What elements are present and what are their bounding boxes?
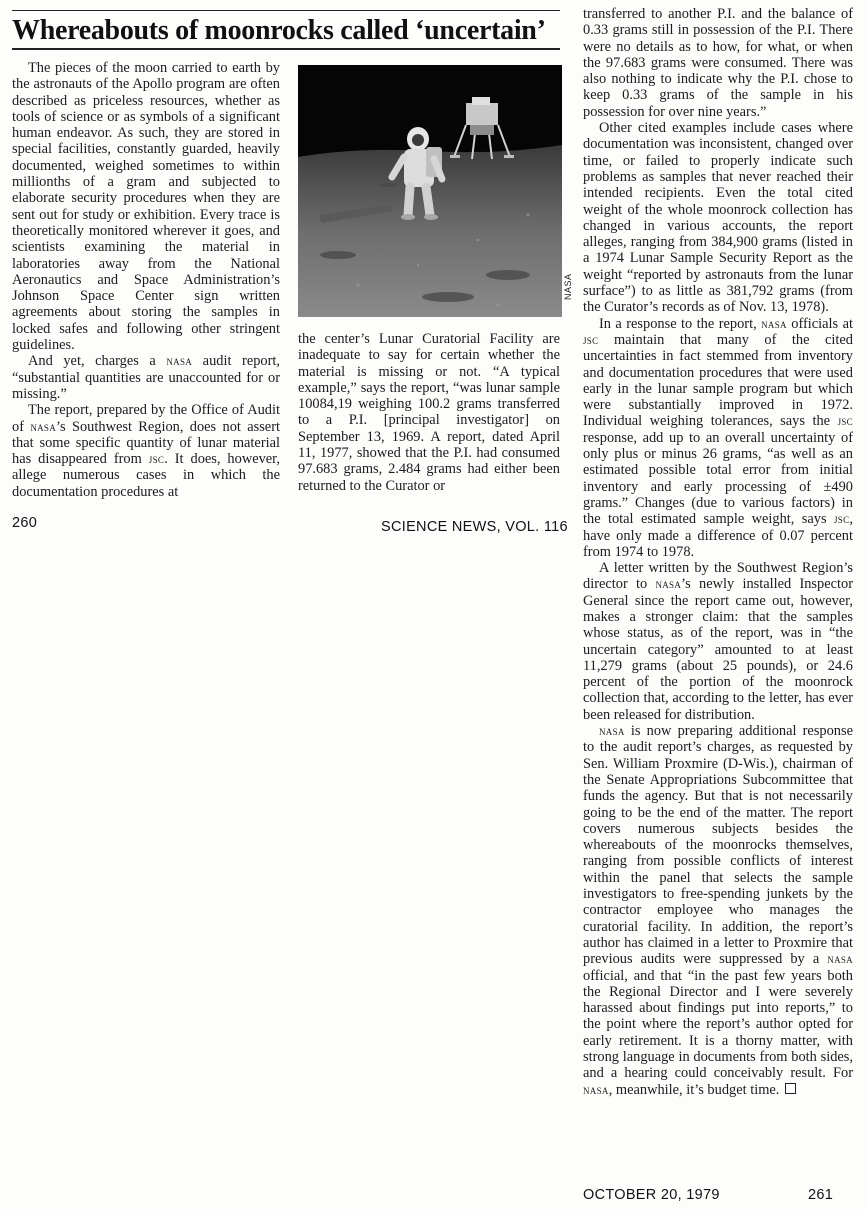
small-caps-text: jsc — [148, 451, 165, 467]
top-rule — [12, 10, 560, 11]
paragraph-text: ’s newly installed Inspector General since the report came out, however, makes a stronger claim: that the samples whose status, as of the report, was in “the uncertain category” amounted to at least 11,279 grams (about 25 pounds), or 24.6 percent of the portion of the moonrock collection that, according to the letter, has ever been released for distribution. — [583, 576, 853, 723]
small-caps-text: jsc — [583, 331, 599, 347]
paragraph-text: is now preparing additional response to the audit report’s charges, as requested by Sen. William Proxmire (D-Wis.), chairman of the Senate Appropriations Subcommittee that funds the agency. But that is not necessarily going to be the end of the matter. The report covers numerous subjects besides the whereabouts of the moonrocks themselves, ranging from possible conflicts of interest within the panel that selects the sample investigators to free-spending junkets by the contractor employee who manages the curatorial facility. In addition, the report’s author has claimed in a letter to Proxmire that previous audits were suppressed by a — [583, 723, 853, 968]
headline-rule — [12, 48, 560, 50]
article-column-3 — [583, 6, 853, 1098]
small-caps-text: jsc — [837, 413, 853, 429]
right-running-date: OCTOBER 20, 1979 — [583, 1187, 720, 1203]
paragraph — [583, 560, 853, 723]
paragraph-text: ’s Southwest Region, does not assert that some specific quantity of lunar material has disappeared from — [12, 418, 280, 468]
right-page-number: 261 — [808, 1187, 834, 1203]
end-mark-icon — [785, 1083, 796, 1094]
paragraph — [583, 316, 853, 560]
paragraph — [12, 402, 280, 500]
paragraph — [583, 120, 853, 316]
paragraph-text: officials at — [786, 315, 853, 332]
paragraph-text: . It does, however, allege numerous cases in which the documentation procedures at — [12, 451, 280, 500]
small-caps-text: nasa — [599, 723, 625, 739]
paragraph-text: The report, prepared by the Office of Audit of — [12, 402, 280, 435]
lunar-surface-photo — [298, 65, 562, 317]
paragraph-text: In a response to the report, — [599, 315, 762, 332]
paragraph-text: The pieces of the moon carried to earth by the astronauts of the Apollo program are often described as priceless resources, whether as tools of science or as symbols of a significant human endeavor. As such, they are stored in special facilities, constantly guarded, heavily documented, weighed sometimes to within millionths of a gram and subjected to elaborate security procedures when they are sent out for study or exhibition. Every trace is theoretically monitored wherever it goes, and scientists examining the material in laboratories away from the National Aeronautics and Space Administration’s Johnson Space Center sign written agreements about storing the samples in locked safes and following other stringent guidelines. — [12, 60, 280, 354]
paragraph-text: And yet, charges a — [28, 353, 167, 370]
photo-credit: NASA — [563, 273, 573, 300]
small-caps-text: nasa — [827, 951, 853, 967]
paragraph-text: , meanwhile, it’s budget time. — [608, 1081, 780, 1098]
small-caps-text: nasa — [166, 353, 193, 369]
small-caps-text: jsc — [833, 511, 850, 527]
small-caps-text: nasa — [655, 576, 682, 592]
paragraph-text: response, add up to an overall uncertainty of only plus or minus 26 grams, “as well as an estimated possible total error from initial inventory and early processing of ±490 grams.” Changes (due to various factors) in the total estimated sample weight, says — [583, 429, 853, 528]
paragraph-text: A letter written by the Southwest Region’s director to — [583, 560, 853, 593]
paragraph-text: maintain that many of the cited uncertainties in fact stemmed from inventory and documentation procedures that were used early in the lunar sample program but which were substantially improved in 1972. Individual weighing tolerances, says the — [583, 331, 853, 430]
article-column-2 — [298, 331, 560, 494]
article-headline: Whereabouts of moonrocks called ‘uncertain’ — [12, 15, 546, 46]
paragraph-text: official, and that “in the past few years both the Regional Director and I were severely harassed about findings put into reports,” to the point where the report’s author opted for early retirement. It is a thorny matter, with strong language in documents from both sides, and a hearing could conceivably result. For — [583, 967, 853, 1082]
paragraph — [12, 60, 280, 353]
paragraph — [583, 723, 853, 1098]
paragraph-text: , have only made a difference of 0.07 percent from 1974 to 1978. — [583, 511, 853, 560]
paragraph — [12, 353, 280, 402]
paragraph-text: the center’s Lunar Curatorial Facility are inadequate to say for certain whether the material is missing or not. “A typical example,” says the report, “was lunar sample 10084,19 weighing 100.2 grams transferred to a P.I. [principal investigator] on September 13, 1969. A report, dated April 11, 1977, showed that the P.I. had consumed 97.683 grams, 2.484 grams had either been returned to the Curator or — [298, 331, 560, 494]
paragraph — [583, 6, 853, 120]
astronaut-on-moon-icon — [298, 65, 562, 317]
paragraph-text: Other cited examples include cases where documentation was inconsistent, changed over time, or failed to properly indicate such problems as samples that never reached their intended recipients. Even the total cited weight of the whole moonrock collection has changed in various accounts, the report alleges, ranging from 384,900 grams (listed in a 1974 Lunar Sample Security Report as the weight “reported by astronauts from the lunar surface”) to as little as 381,792 grams (from the Curator’s records as of Nov. 13, 1978). — [583, 120, 853, 316]
left-page-number: 260 — [12, 515, 38, 531]
left-running-head: SCIENCE NEWS, VOL. 116 — [381, 519, 568, 535]
paragraph-text: audit report, “substantial quantities are unaccounted for or missing.” — [12, 353, 280, 402]
article-column-1 — [12, 60, 280, 500]
paragraph-text: transferred to another P.I. and the balance of 0.33 grams still in possession of the P.I. There were no details as to how, for what, or when the 97.683 grams were consumed. There was also nothing to indicate why the P.I. chose to keep 0.33 grams of the sample in his possession for over nine years.” — [583, 6, 853, 120]
small-caps-text: nasa — [761, 315, 787, 331]
small-caps-text: nasa — [30, 418, 57, 434]
paragraph — [298, 331, 560, 494]
small-caps-text: nasa — [583, 1081, 609, 1097]
